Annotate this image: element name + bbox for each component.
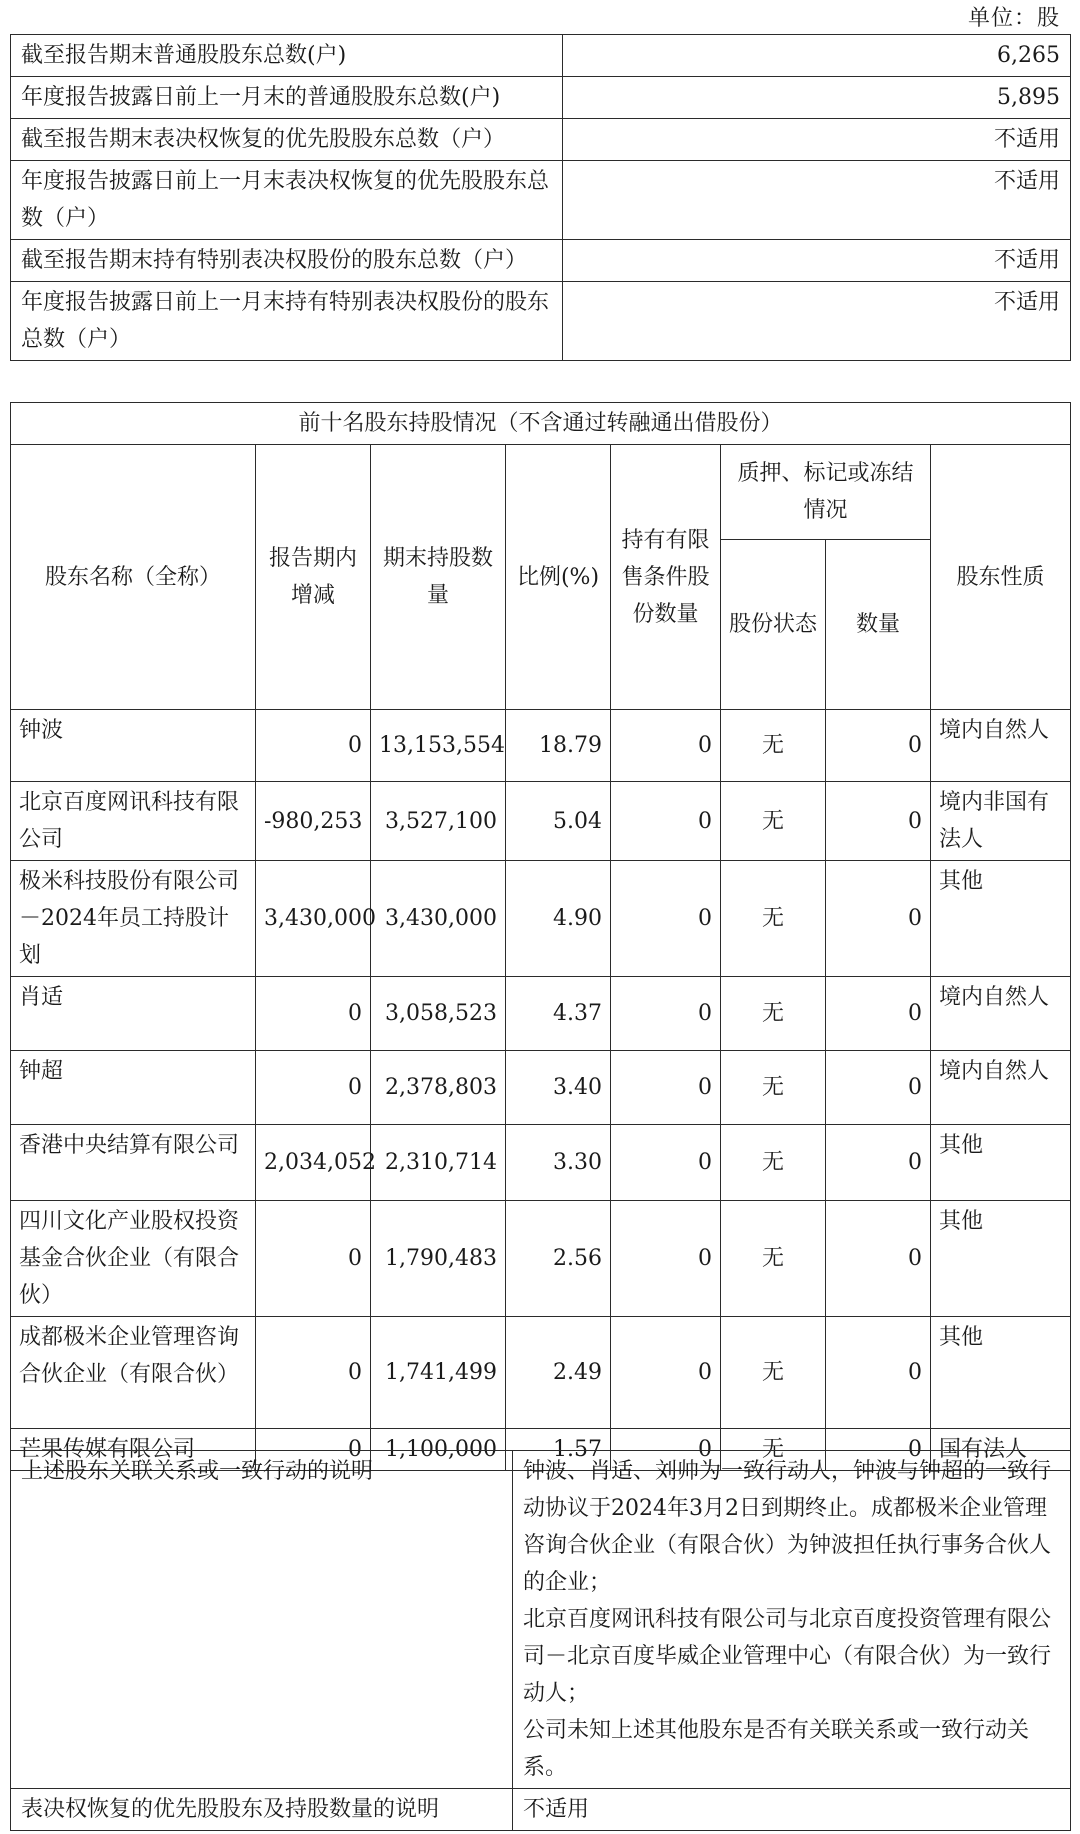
row-ratio: 4.90: [506, 861, 611, 977]
row-restricted: 0: [611, 1429, 721, 1471]
row-name: 北京百度网讯科技有限公司: [11, 782, 256, 861]
summary-value: 不适用: [563, 161, 1071, 240]
row-shares: 3,058,523: [371, 977, 506, 1051]
row-qty: 0: [826, 1201, 931, 1317]
header-row: [11, 445, 1071, 540]
row-change: 0: [256, 710, 371, 782]
summary-label: 年度报告披露日前上一月末持有特别表决权股份的股东总数（户）: [11, 282, 563, 361]
col-header-restricted: 持有有限售条件股份数量: [611, 445, 721, 710]
row-name: 肖适: [11, 977, 256, 1051]
summary-label: 年度报告披露日前上一月末的普通股股东总数(户): [11, 77, 563, 119]
summary-label: 截至报告期末普通股股东总数(户): [11, 35, 563, 77]
col-header-ratio: 比例(%): [506, 445, 611, 710]
row-shares: 2,378,803: [371, 1051, 506, 1125]
shareholder-count-table: [10, 34, 1071, 361]
summary-row: [11, 119, 1071, 161]
row-status: 无: [721, 1317, 826, 1429]
summary-label: 年度报告披露日前上一月末表决权恢复的优先股股东总数（户）: [11, 161, 563, 240]
row-qty: 0: [826, 861, 931, 977]
notes-paragraph: 不适用: [523, 1797, 590, 1822]
row-status: 无: [721, 861, 826, 977]
row-qty: 0: [826, 710, 931, 782]
summary-row: [11, 240, 1071, 282]
row-qty: 0: [826, 1125, 931, 1201]
row-change: 3,430,000: [256, 861, 371, 977]
row-change: 2,034,052: [256, 1125, 371, 1201]
table-row: [11, 1317, 1071, 1429]
notes-paragraph: 北京百度网讯科技有限公司与北京百度投资管理有限公司－北京百度毕威企业管理中心（有限合伙）为一致行动人；: [523, 1607, 1052, 1706]
col-header-pledge-group: 质押、标记或冻结情况: [721, 445, 931, 540]
top10-shareholders-table: [10, 402, 1071, 1471]
table-row: [11, 782, 1071, 861]
table-row: [11, 1051, 1071, 1125]
row-shares: 3,430,000: [371, 861, 506, 977]
notes-content: [513, 1451, 1071, 1789]
row-restricted: 0: [611, 782, 721, 861]
col-header-change: 报告期内增减: [256, 445, 371, 710]
row-qty: 0: [826, 1317, 931, 1429]
row-ratio: 5.04: [506, 782, 611, 861]
row-restricted: 0: [611, 977, 721, 1051]
row-change: 0: [256, 1429, 371, 1471]
summary-value: 不适用: [563, 119, 1071, 161]
row-status: 无: [721, 1051, 826, 1125]
row-qty: 0: [826, 1429, 931, 1471]
row-shares: 3,527,100: [371, 782, 506, 861]
table-title: 前十名股东持股情况（不含通过转融通出借股份）: [11, 403, 1071, 445]
row-ratio: 4.37: [506, 977, 611, 1051]
notes-row: [11, 1451, 1071, 1789]
row-name: 钟超: [11, 1051, 256, 1125]
summary-value: 不适用: [563, 240, 1071, 282]
row-name: 四川文化产业股权投资基金合伙企业（有限合伙）: [11, 1201, 256, 1317]
row-change: -980,253: [256, 782, 371, 861]
row-shares: 2,310,714: [371, 1125, 506, 1201]
col-header-pledge-qty: 数量: [826, 540, 931, 710]
row-shares: 1,790,483: [371, 1201, 506, 1317]
row-name: 钟波: [11, 710, 256, 782]
row-ratio: 3.30: [506, 1125, 611, 1201]
row-qty: 0: [826, 1051, 931, 1125]
row-qty: 0: [826, 782, 931, 861]
row-status: 无: [721, 710, 826, 782]
row-change: 0: [256, 1317, 371, 1429]
col-header-shares: 期末持股数量: [371, 445, 506, 710]
row-nature: 其他: [931, 1125, 1071, 1201]
row-restricted: 0: [611, 1201, 721, 1317]
row-nature: 其他: [931, 1201, 1071, 1317]
notes-label: 表决权恢复的优先股股东及持股数量的说明: [11, 1789, 513, 1831]
row-shares: 1,100,000: [371, 1429, 506, 1471]
notes-paragraph: 钟波、肖适、刘帅为一致行动人，钟波与钟超的一致行动协议于2024年3月2日到期终止。成都极米企业管理咨询合伙企业（有限合伙）为钟波担任执行事务合伙人的企业；: [523, 1459, 1052, 1595]
row-status: 无: [721, 1429, 826, 1471]
summary-row: [11, 282, 1071, 361]
col-header-nature: 股东性质: [931, 445, 1071, 710]
summary-row: [11, 161, 1071, 240]
summary-value: 5,895: [563, 77, 1071, 119]
row-name: 极米科技股份有限公司－2024年员工持股计划: [11, 861, 256, 977]
row-change: 0: [256, 977, 371, 1051]
notes-label: 上述股东关联关系或一致行动的说明: [11, 1451, 513, 1789]
table-title-row: [11, 403, 1071, 445]
row-ratio: 18.79: [506, 710, 611, 782]
notes-table: [10, 1450, 1071, 1831]
table-row: [11, 710, 1071, 782]
row-status: 无: [721, 1125, 826, 1201]
row-nature: 其他: [931, 861, 1071, 977]
row-nature: 国有法人: [931, 1429, 1071, 1471]
summary-row: [11, 35, 1071, 77]
summary-row: [11, 77, 1071, 119]
table-row: [11, 977, 1071, 1051]
table-row: [11, 1125, 1071, 1201]
summary-label: 截至报告期末表决权恢复的优先股股东总数（户）: [11, 119, 563, 161]
row-name: 香港中央结算有限公司: [11, 1125, 256, 1201]
unit-label: 单位：股: [967, 6, 1060, 31]
row-restricted: 0: [611, 710, 721, 782]
row-ratio: 1.57: [506, 1429, 611, 1471]
row-change: 0: [256, 1201, 371, 1317]
row-ratio: 2.49: [506, 1317, 611, 1429]
row-ratio: 2.56: [506, 1201, 611, 1317]
notes-content: [513, 1789, 1071, 1831]
summary-value: 6,265: [563, 35, 1071, 77]
row-change: 0: [256, 1051, 371, 1125]
row-qty: 0: [826, 977, 931, 1051]
row-shares: 1,741,499: [371, 1317, 506, 1429]
col-header-pledge-status: 股份状态: [721, 540, 826, 710]
table-row: [11, 1201, 1071, 1317]
table-row: [11, 861, 1071, 977]
row-status: 无: [721, 977, 826, 1051]
row-restricted: 0: [611, 1051, 721, 1125]
row-nature: 境内自然人: [931, 977, 1071, 1051]
row-nature: 境内自然人: [931, 710, 1071, 782]
row-name: 芒果传媒有限公司: [11, 1429, 256, 1471]
row-restricted: 0: [611, 861, 721, 977]
summary-label: 截至报告期末持有特别表决权股份的股东总数（户）: [11, 240, 563, 282]
row-nature: 境内自然人: [931, 1051, 1071, 1125]
row-ratio: 3.40: [506, 1051, 611, 1125]
row-shares: 13,153,554: [371, 710, 506, 782]
row-status: 无: [721, 1201, 826, 1317]
row-name: 成都极米企业管理咨询合伙企业（有限合伙）: [11, 1317, 256, 1429]
row-status: 无: [721, 782, 826, 861]
row-restricted: 0: [611, 1317, 721, 1429]
notes-paragraph: 公司未知上述其他股东是否有关联关系或一致行动关系。: [523, 1718, 1030, 1780]
row-nature: 境内非国有法人: [931, 782, 1071, 861]
summary-value: 不适用: [563, 282, 1071, 361]
row-restricted: 0: [611, 1125, 721, 1201]
notes-row: [11, 1789, 1071, 1831]
row-nature: 其他: [931, 1317, 1071, 1429]
col-header-name: 股东名称（全称）: [11, 445, 256, 710]
